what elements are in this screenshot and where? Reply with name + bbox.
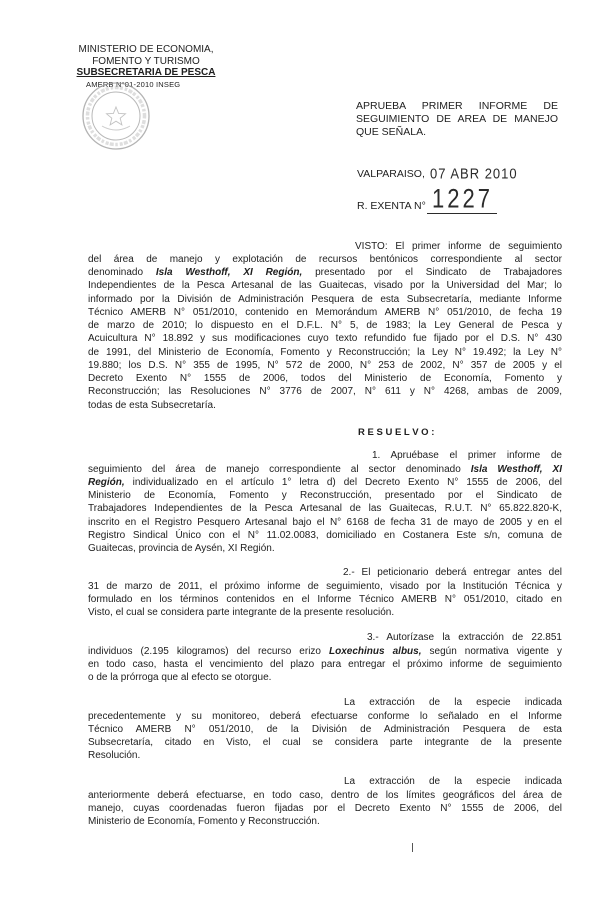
reference-code: AMERB N°01-2010 INSEG <box>86 80 181 89</box>
text-line <box>88 671 562 684</box>
text-segment: denominado <box>88 267 156 278</box>
text-segment: 3.- Autorízase la extracción de 22.851 <box>367 632 562 644</box>
resolution-number-stamp: 1227 <box>432 183 493 214</box>
text-line <box>88 593 562 606</box>
text-segment: de marzo de 2010; lo dispuesto en el D.F.L. N° 5, de 1983; la Ley General de Pesca y <box>88 320 562 331</box>
text-line <box>88 606 562 619</box>
text-segment: 19.880; los D.S. N° 355 de 1995, N° 572 de 2000, N° 253 de 2002, N° 357 de 2005 y el <box>88 359 562 371</box>
text-line <box>88 645 562 658</box>
text-segment: según normativa vigente y <box>421 645 563 657</box>
text-segment: en todo caso, hasta el vencimiento del plazo para entregar el próximo informe de seguimiento <box>88 658 562 670</box>
text-line <box>88 346 562 359</box>
text-line <box>88 399 562 412</box>
text-line <box>88 372 562 385</box>
ministry-header <box>70 44 222 79</box>
text-line <box>88 723 562 736</box>
text-segment: Trabajadores Independientes de la Pesca Artesanal de las Guaitecas, R.U.T. N° 65.822.820-K, <box>88 503 562 515</box>
text-line <box>88 319 562 332</box>
text-line <box>88 736 562 749</box>
text-line <box>88 658 562 671</box>
text-segment: del área de manejo y explotación de recursos bentónicos correspondiente al sector <box>88 253 562 265</box>
subject-line: QUE SEÑALA. <box>356 126 427 138</box>
text-segment: Decreto Exento N° 1555 de 2006, todos del Ministerio de Economía, Fomento y <box>88 373 562 384</box>
ministry-name-line: FOMENTO Y TURISMO <box>92 55 200 67</box>
text-line <box>88 359 562 372</box>
seal-arc <box>102 126 130 130</box>
text-line <box>88 815 562 828</box>
subject-line: APRUEBA PRIMER INFORME DE <box>356 100 558 112</box>
emphasized-text: Región, <box>88 476 125 488</box>
text-segment: presentado por el Sindicato de Trabajadores <box>302 267 563 278</box>
resolution-article-1 <box>88 449 562 555</box>
scan-mark <box>412 843 413 852</box>
seal-outer-ring <box>83 83 149 149</box>
text-segment: Ministerio de Economía, Fomento y Reconstrucción, presentado por el Sindicato de <box>88 490 562 502</box>
text-segment: o de la prórroga que al efecto se otorgue. <box>88 672 272 684</box>
text-segment: individuos (2.195 kilogramos) del recurso erizo <box>88 645 330 657</box>
text-segment: Independientes de la Pesca Artesanal de las Guaitecas, visado por la Universidad del Mar; lo <box>88 280 562 292</box>
emphasized-text: Isla Westhoff, XI Región, <box>155 267 303 278</box>
text-line <box>88 385 562 398</box>
text-line <box>88 332 562 345</box>
text-segment: La extracción de la especie indicada <box>344 776 562 788</box>
text-segment: todas de esta Subsecretaría. <box>88 399 216 411</box>
visto-paragraph <box>88 240 562 412</box>
text-line <box>88 293 562 306</box>
resolution-article-3-clause-a <box>88 696 562 762</box>
resolution-article-3 <box>88 631 562 684</box>
text-line <box>88 542 562 555</box>
ministry-name-line: MINISTERIO DE ECONOMIA, <box>78 44 214 55</box>
text-line <box>88 449 562 462</box>
text-segment: 31 de marzo de 2011, el próximo informe de seguimiento, visado por la Institución Técnica y <box>88 580 562 592</box>
text-segment: 1. Apruébase el primer informe de <box>372 450 562 462</box>
seal-star-icon <box>107 107 126 125</box>
resuelvo-heading: R E S U E L V O : <box>358 427 435 438</box>
text-line <box>88 802 562 815</box>
text-line <box>88 502 562 515</box>
seal-lettering-band <box>88 88 145 145</box>
text-segment: Visto, el cual se considera parte integrante de la presente resolución. <box>88 607 395 619</box>
text-line <box>88 580 562 593</box>
place-label: VALPARAISO, <box>357 168 425 180</box>
text-segment: La extracción de la especie indicada <box>344 697 562 709</box>
text-segment: individualizado en el artículo 1° letra d) del Decreto Exento N° 1555 de 2006, del <box>124 476 562 488</box>
date-stamp: 07 ABR 2010 <box>430 164 518 183</box>
text-line <box>88 463 562 476</box>
resolution-article-2 <box>88 566 562 619</box>
text-line <box>88 789 562 802</box>
text-line <box>88 566 562 579</box>
text-segment: de 1991, del Ministerio de Economía, Fomento y Reconstrucción; la Ley N° 19.492; la Ley N° <box>88 346 562 358</box>
resolution-number-underline <box>427 213 497 214</box>
subject-line: SEGUIMIENTO DE AREA DE MANEJO <box>356 113 558 125</box>
text-segment: Técnico AMERB N° 051/2010, de la División de Administración Pesquera de esta <box>88 723 562 735</box>
text-segment: Reconstrucción; las Resoluciones N° 3776 de 2007, N° 611 y N° 4268, ambas de 2009, <box>88 386 562 398</box>
text-line <box>88 775 562 788</box>
text-line <box>88 476 562 489</box>
text-segment: Ministerio de Economía, Fomento y Reconstrucción. <box>88 816 320 828</box>
text-segment: seguimiento del área de manejo correspondiente al sector denominado <box>88 463 471 475</box>
text-segment: Resolución. <box>88 750 141 762</box>
emphasized-text: Isla Westhoff, XI <box>470 463 562 475</box>
text-segment: VISTO: El primer informe de seguimiento <box>355 240 562 252</box>
text-line <box>88 696 562 709</box>
text-line <box>88 240 562 253</box>
official-seal-stamp <box>80 80 152 152</box>
text-line <box>88 516 562 529</box>
text-line <box>88 306 562 319</box>
text-segment: manejo, cuyas coordenadas fueron fijadas por el Decreto Exento N° 1555 de 2006, del <box>88 802 562 814</box>
text-line <box>88 631 562 644</box>
resolution-subject <box>356 100 558 139</box>
text-line <box>88 279 562 292</box>
text-segment: informado por la División de Administración Pesquera de esta Subsecretaría, mediante Informe <box>88 293 562 305</box>
text-segment: formulado en los términos contenidos en el Informe Técnico AMERB N° 051/2010, citado en <box>88 593 562 605</box>
text-segment: Acuicultura N° 18.892 y sus modificaciones cuyo texto refundido fue fijado por el D.S. N° 430 <box>88 333 562 345</box>
seal-inner-ring <box>92 92 140 140</box>
text-line <box>88 749 562 762</box>
emphasized-text: Loxechinus albus, <box>329 645 422 657</box>
text-line <box>88 266 562 279</box>
text-segment: inscrito en el Registro Pesquero Artesanal bajo el N° 6168 de fecha 31 de mayo de 2005 y en el <box>88 516 562 528</box>
resolution-number-label: R. EXENTA N° <box>357 200 426 212</box>
text-segment: Registro Sindical Único con el N° 11.02.0083, domiciliado en Costanera Este s/n, comuna de <box>88 530 562 542</box>
text-line <box>88 253 562 266</box>
text-segment: Guaitecas, provincia de Aysén, XI Región. <box>88 543 275 555</box>
text-segment: Subsecretaría, citado en Visto, el cual se considera parte integrante de la presente <box>88 737 562 749</box>
text-segment: anteriormente deberá efectuarse, en todo caso, dentro de los límites geográficos del área de <box>88 789 562 801</box>
text-line <box>88 489 562 502</box>
text-segment: 2.- El peticionario deberá entregar antes del <box>343 567 562 579</box>
agency-name: SUBSECRETARIA DE PESCA <box>76 67 216 78</box>
text-line <box>88 710 562 723</box>
text-segment: precedentemente y su monitoreo, deberá efectuarse conforme lo señalado en el Informe <box>88 710 562 722</box>
text-line <box>88 529 562 542</box>
resolution-article-3-clause-b <box>88 775 562 828</box>
text-segment: Técnico AMERB N° 051/2010, contenido en Memorándum AMERB N° 051/2010, de fecha 19 <box>88 306 562 318</box>
